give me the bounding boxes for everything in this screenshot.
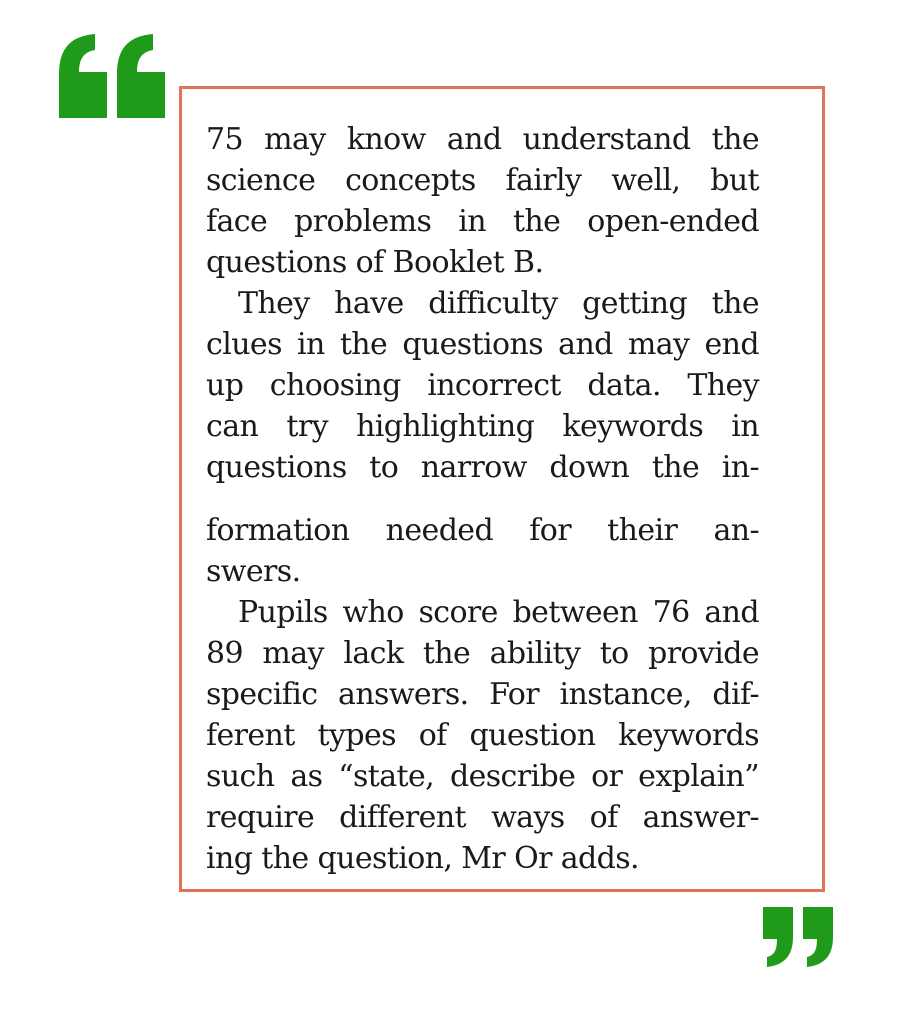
text-line: swers.: [206, 554, 301, 589]
quote-frame: [179, 86, 825, 892]
text-line: require different ways of answer-: [206, 800, 759, 835]
text-line: specific answers. For instance, dif-: [206, 677, 759, 712]
text-line: questions to narrow down the in-: [206, 450, 759, 485]
text-line: ferent types of question keywords: [206, 718, 759, 753]
text-line: can try highlighting keywords in: [206, 409, 759, 444]
close-quote-icon: [761, 907, 837, 967]
open-quote-icon: [57, 34, 167, 118]
column-break-gap: [206, 488, 759, 510]
text-line: questions of Booklet B.: [206, 245, 544, 280]
text-line: such as “state, describe or explain”: [206, 759, 759, 794]
text-line: science concepts fairly well, but: [206, 163, 759, 198]
text-line: 89 may lack the ability to provide: [206, 636, 759, 671]
text-line: face problems in the open-ended: [206, 204, 759, 239]
text-line: clues in the questions and may end: [206, 327, 759, 362]
text-line: They have difficulty getting the: [238, 286, 759, 321]
text-line: 75 may know and understand the: [206, 122, 759, 157]
text-line: Pupils who score between 76 and: [238, 595, 759, 630]
article-text: [206, 119, 759, 879]
text-line: formation needed for their an-: [206, 513, 759, 548]
text-line: ing the question, Mr Or adds.: [206, 841, 639, 876]
text-line: up choosing incorrect data. They: [206, 368, 759, 403]
